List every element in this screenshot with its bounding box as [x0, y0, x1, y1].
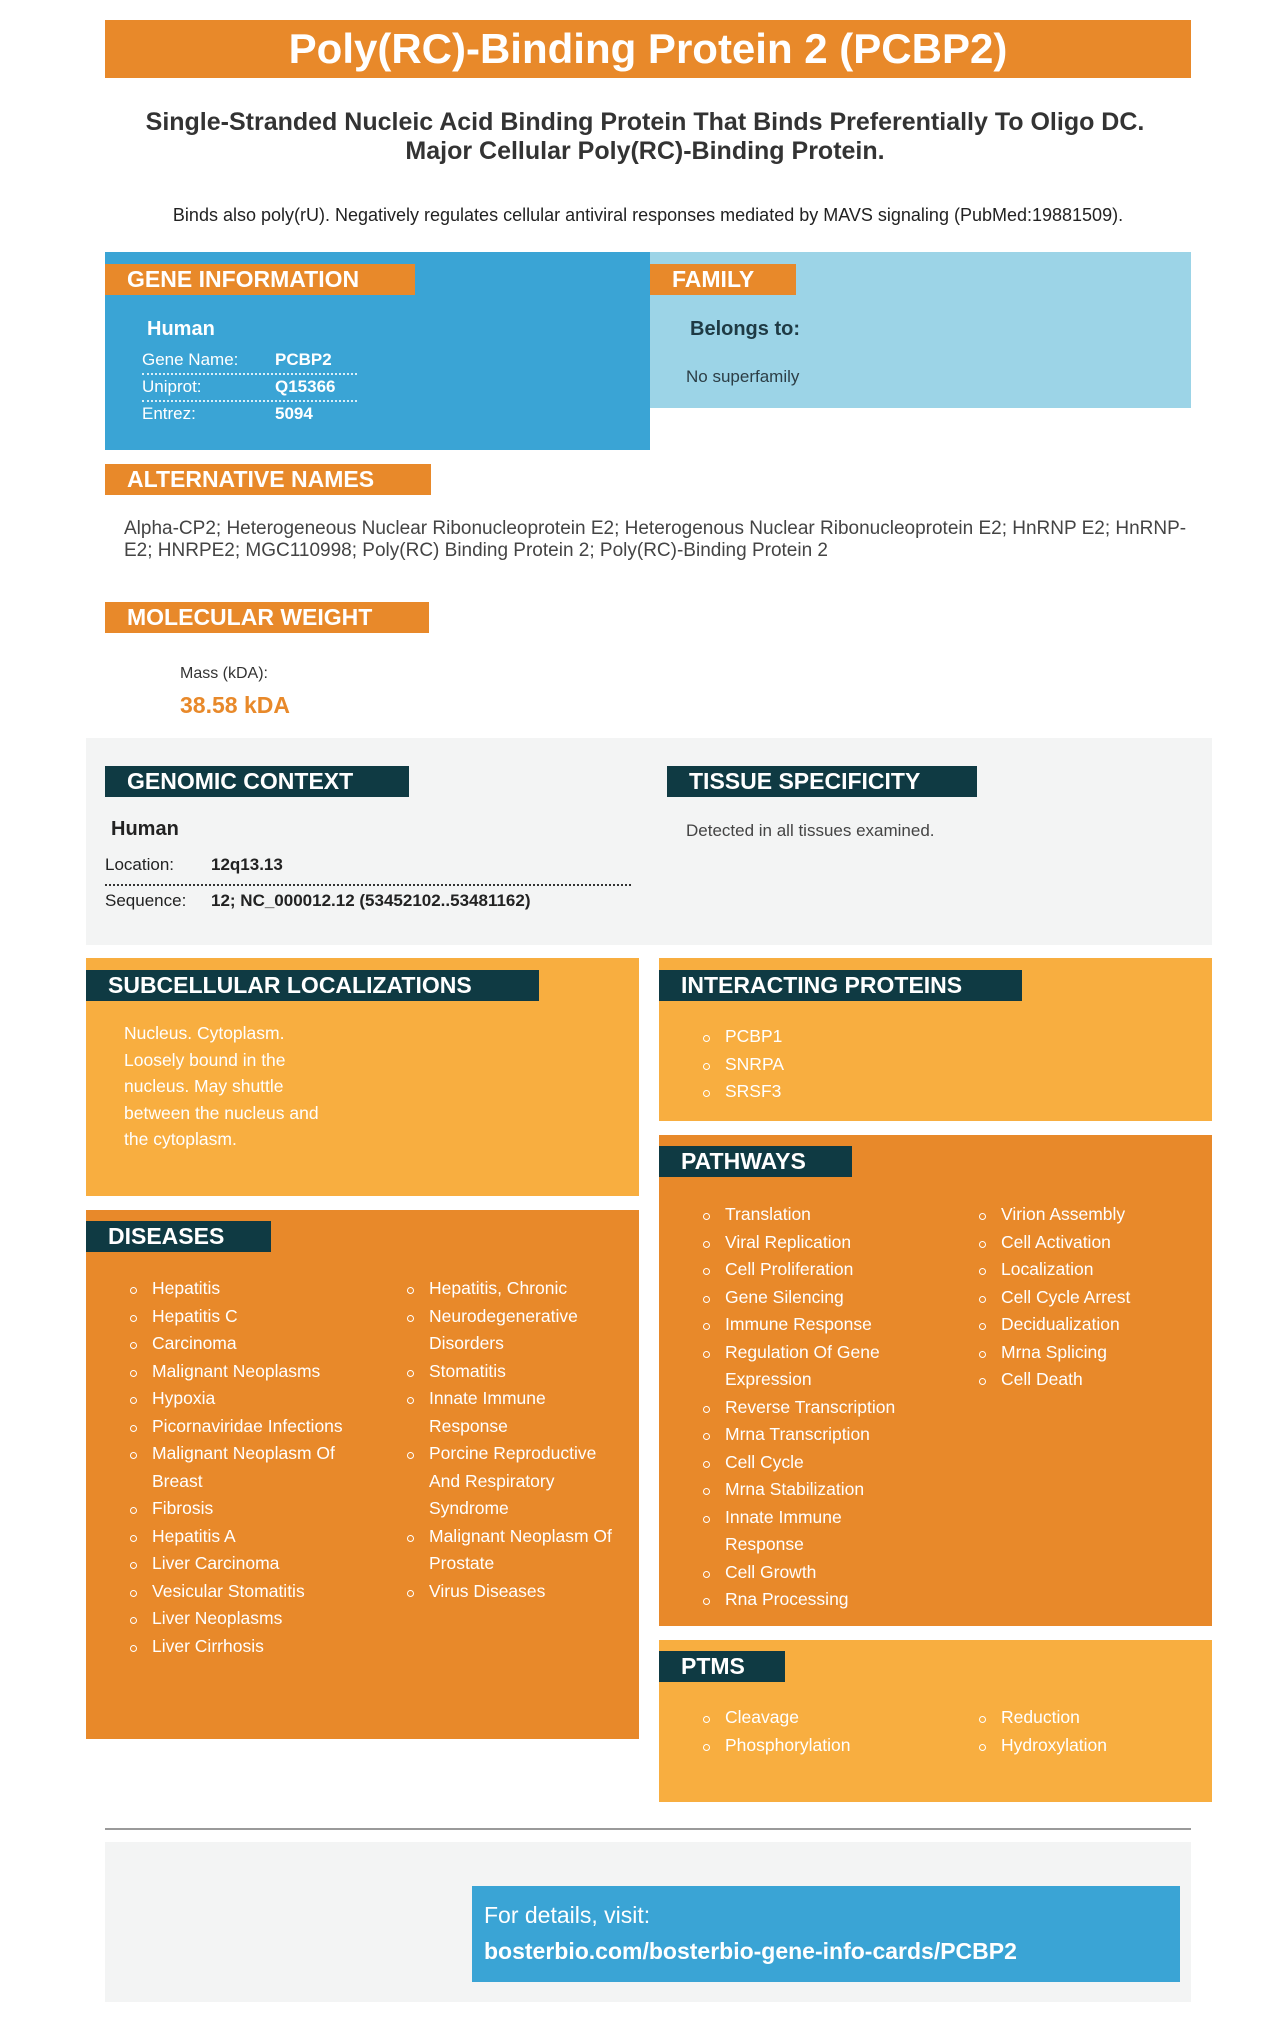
list-item: PCBP1 — [701, 1023, 784, 1051]
list-item: Immune Response — [701, 1311, 951, 1339]
belongs-to-label: Belongs to: — [690, 318, 800, 340]
gene-information-panel — [105, 252, 650, 450]
list-item: Fibrosis — [128, 1495, 373, 1523]
text-line: the cytoplasm. — [124, 1129, 237, 1149]
page-title: Poly(RC)-Binding Protein 2 (PCBP2) — [105, 20, 1191, 78]
pathways-heading: PATHWAYS — [659, 1146, 852, 1177]
context-panel — [86, 738, 1212, 945]
diseases-list-right — [405, 1275, 630, 1605]
list-item: Reverse Transcription — [701, 1394, 951, 1422]
list-item: Liver Carcinoma — [128, 1550, 373, 1578]
list-item: Regulation Of Gene Expression — [701, 1339, 951, 1394]
gene-information-heading: GENE INFORMATION — [105, 264, 415, 295]
footer-divider — [105, 1828, 1191, 1830]
pathways-list-right — [977, 1201, 1207, 1394]
divider — [142, 400, 357, 402]
interacting-proteins-panel — [659, 958, 1212, 1121]
list-item: Liver Neoplasms — [128, 1605, 373, 1633]
ptms-list-right — [977, 1704, 1207, 1759]
list-item: Hydroxylation — [977, 1732, 1207, 1760]
ptms-heading: PTMS — [659, 1651, 785, 1682]
family-value: No superfamily — [686, 367, 800, 386]
list-item: Innate Immune Response — [701, 1504, 951, 1559]
list-item: Localization — [977, 1256, 1207, 1284]
list-item: Rna Processing — [701, 1586, 951, 1614]
gene-name-label: Gene Name: — [142, 350, 239, 369]
list-item: Cell Activation — [977, 1229, 1207, 1257]
list-item: Cell Death — [977, 1366, 1207, 1394]
page-subtitle: Single-Stranded Nucleic Acid Binding Protein That Binds Preferentially To Oligo DC. Major Cellular Poly(RC)-Binding Protein. — [145, 108, 1145, 165]
subcellular-text — [124, 1020, 319, 1153]
entrez-value: 5094 — [275, 404, 313, 423]
text-line: Nucleus. Cytoplasm. — [124, 1023, 285, 1043]
ptms-panel — [659, 1640, 1212, 1802]
alternative-names-heading: ALTERNATIVE NAMES — [105, 464, 431, 495]
list-item: Hepatitis C — [128, 1303, 373, 1331]
list-item: Mrna Stabilization — [701, 1476, 951, 1504]
list-item: Viral Replication — [701, 1229, 951, 1257]
interacting-proteins-heading: INTERACTING PROTEINS — [659, 970, 1022, 1001]
ptms-list-left — [701, 1704, 951, 1759]
list-item: Mrna Transcription — [701, 1421, 951, 1449]
list-item: Virus Diseases — [405, 1578, 630, 1606]
location-value: 12q13.13 — [211, 855, 283, 874]
family-panel — [650, 252, 1191, 408]
list-item: Vesicular Stomatitis — [128, 1578, 373, 1606]
list-item: Liver Cirrhosis — [128, 1633, 373, 1661]
sequence-label: Sequence: — [105, 891, 187, 910]
list-item: Malignant Neoplasms — [128, 1358, 373, 1386]
list-item: Malignant Neoplasm Of Prostate — [405, 1523, 630, 1578]
list-item: Malignant Neoplasm Of Breast — [128, 1440, 373, 1495]
subcellular-heading: SUBCELLULAR LOCALIZATIONS — [86, 970, 539, 1001]
list-item: Virion Assembly — [977, 1201, 1207, 1229]
list-item: Innate Immune Response — [405, 1385, 630, 1440]
list-item: Hypoxia — [128, 1385, 373, 1413]
list-item: Carcinoma — [128, 1330, 373, 1358]
list-item: Cell Growth — [701, 1559, 951, 1587]
pathways-panel — [659, 1135, 1212, 1626]
list-item: Cleavage — [701, 1704, 951, 1732]
list-item: Mrna Splicing — [977, 1339, 1207, 1367]
mass-value: 38.58 kDA — [180, 692, 290, 718]
sequence-value: 12; NC_000012.12 (53452102..53481162) — [211, 891, 531, 910]
tissue-specificity-heading: TISSUE SPECIFICITY — [667, 766, 977, 797]
details-link-box[interactable] — [472, 1886, 1180, 1982]
divider — [142, 373, 357, 375]
list-item: Porcine Reproductive And Respiratory Syndrome — [405, 1440, 630, 1523]
gene-species: Human — [147, 318, 215, 340]
interacting-proteins-list — [701, 1023, 784, 1106]
list-item: Cell Cycle Arrest — [977, 1284, 1207, 1312]
details-label: For details, visit: — [484, 1902, 651, 1928]
text-line: between the nucleus and — [124, 1102, 319, 1123]
list-item: Cell Proliferation — [701, 1256, 951, 1284]
divider — [105, 884, 631, 886]
list-item: Gene Silencing — [701, 1284, 951, 1312]
uniprot-label: Uniprot: — [142, 377, 202, 396]
list-item: SRSF3 — [701, 1078, 784, 1106]
uniprot-value: Q15366 — [275, 377, 336, 396]
list-item: Neurodegenerative Disorders — [405, 1303, 630, 1358]
diseases-list-left — [128, 1275, 373, 1660]
list-item: Hepatitis A — [128, 1523, 373, 1551]
details-url-link[interactable]: bosterbio.com/bosterbio-gene-info-cards/PCBP2 — [484, 1938, 1017, 1964]
diseases-heading: DISEASES — [86, 1221, 271, 1252]
pathways-list-left — [701, 1201, 951, 1614]
list-item: SNRPA — [701, 1051, 784, 1079]
gene-name-value: PCBP2 — [275, 350, 332, 369]
genomic-context-heading: GENOMIC CONTEXT — [105, 766, 409, 797]
subcellular-panel — [86, 958, 639, 1196]
genomic-species: Human — [111, 818, 179, 840]
list-item: Translation — [701, 1201, 951, 1229]
text-line: nucleus. May shuttle — [124, 1076, 284, 1096]
alternative-names-text: Alpha-CP2; Heterogeneous Nuclear Ribonucleoprotein E2; Heterogenous Nuclear Ribonucleoprotein E2; HnRNP E2; HnRNP-E2; HNRPE2; MGC110998; Poly(RC) Binding Protein 2; Poly(RC)-Binding Protein 2 — [124, 518, 1187, 561]
entrez-label: Entrez: — [142, 404, 196, 423]
list-item: Phosphorylation — [701, 1732, 951, 1760]
location-label: Location: — [105, 855, 174, 874]
diseases-panel — [86, 1210, 639, 1739]
tissue-specificity-text: Detected in all tissues examined. — [686, 821, 935, 840]
molecular-weight-heading: MOLECULAR WEIGHT — [105, 602, 429, 633]
mass-label: Mass (kDA): — [180, 665, 268, 682]
list-item: Hepatitis, Chronic — [405, 1275, 630, 1303]
text-line: Loosely bound in the — [124, 1049, 286, 1070]
function-description: Binds also poly(rU). Negatively regulates cellular antiviral responses mediated by MAVS signaling (PubMed:19881509). — [172, 205, 1124, 225]
list-item: Hepatitis — [128, 1275, 373, 1303]
list-item: Stomatitis — [405, 1358, 630, 1386]
list-item: Cell Cycle — [701, 1449, 951, 1477]
list-item: Decidualization — [977, 1311, 1207, 1339]
list-item: Picornaviridae Infections — [128, 1413, 373, 1441]
family-heading: FAMILY — [650, 264, 796, 295]
list-item: Reduction — [977, 1704, 1207, 1732]
